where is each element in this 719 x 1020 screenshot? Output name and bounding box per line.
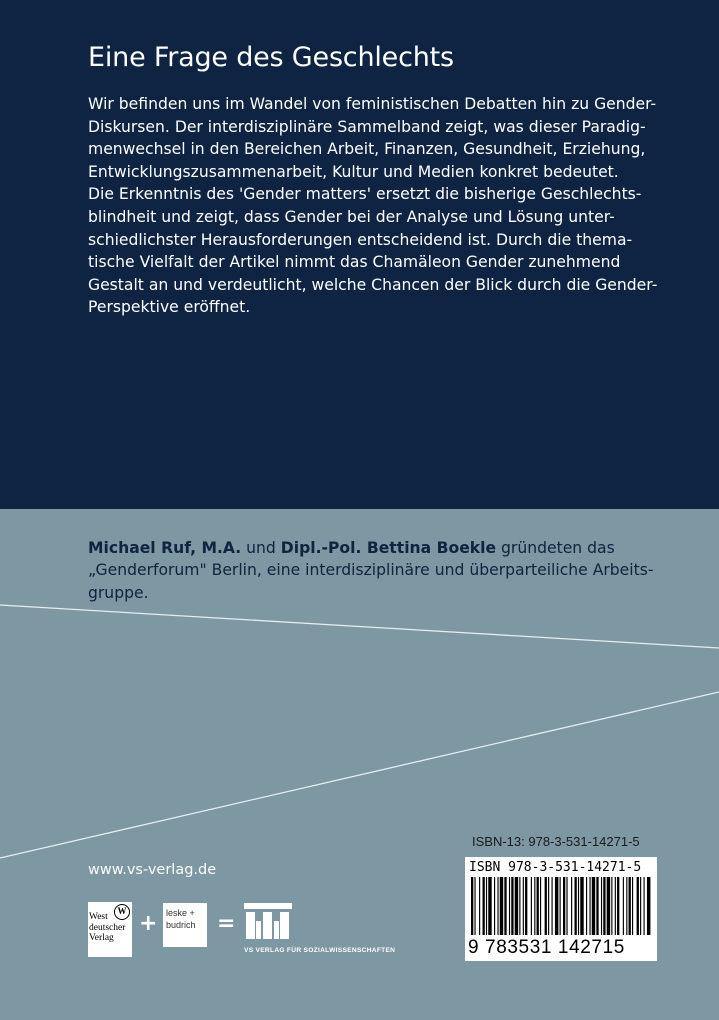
plus-sign: + (139, 911, 158, 936)
barcode-bar (523, 877, 524, 935)
barcode-bar (504, 877, 506, 935)
vs-verlag-logo-icon (244, 903, 292, 939)
west-circle-icon: W (114, 904, 130, 920)
description-line: Gestalt an und verdeutlicht, welche Chancen der Blick durch die Gender- (88, 275, 658, 294)
barcode-bar (596, 877, 598, 935)
barcode-bar (540, 877, 541, 935)
isbn-label: ISBN-13: 978-3-531-14271-5 (472, 834, 640, 849)
barcode (465, 857, 657, 961)
barcode-bar (525, 877, 527, 935)
leske-logo-line: leske + (166, 908, 195, 918)
description-line: Die Erkenntnis des 'Gender matters' ersetzt die bisherige Geschlechts- (88, 185, 642, 204)
barcode-bar (552, 877, 553, 935)
barcode-bar (531, 877, 532, 935)
barcode-bar (488, 877, 491, 935)
barcode-bar (575, 877, 577, 935)
west-logo-line: West (89, 912, 108, 922)
westdeutscher-logo-text (89, 912, 125, 944)
barcode-bar (500, 877, 503, 935)
barcode-bar (611, 877, 612, 935)
barcode-bar (623, 877, 624, 935)
barcode-bar (534, 877, 535, 935)
barcode-bar (519, 877, 520, 935)
barcode-bar (617, 877, 619, 935)
description-line: Perspektive eröffnet. (88, 298, 251, 317)
barcode-bar (601, 877, 602, 935)
barcode-bar (497, 877, 498, 935)
description-line: tische Vielfalt der Artikel nimmt das Chamäleon Gender zunehmend (88, 253, 621, 272)
barcode-bar (515, 877, 518, 935)
author-name-1: Michael Ruf, M.A. (88, 539, 242, 557)
book-description (88, 93, 688, 319)
description-line: schiedlichster Herausforderungen entscheidend ist. Durch die thema- (88, 230, 633, 249)
description-line: Diskursen. Der interdisziplinäre Sammelband zeigt, was dieser Paradig- (88, 117, 646, 136)
barcode-bar (548, 877, 549, 935)
barcode-digits: 9 783531 142715 (468, 937, 625, 958)
barcode-bar (555, 877, 558, 935)
barcode-bar (644, 877, 645, 935)
barcode-bar (511, 877, 513, 935)
barcode-bar (586, 877, 587, 935)
publisher-url[interactable]: www.vs-verlag.de (88, 862, 217, 878)
barcode-bar (647, 877, 650, 935)
barcode-bars (471, 877, 651, 937)
author-line: „Genderforum" Berlin, eine interdisziplinäre und überparteiliche Arbeits- (88, 561, 654, 580)
barcode-bar (640, 877, 641, 935)
barcode-isbn-text: ISBN 978-3-531-14271-5 (469, 860, 642, 875)
barcode-bar (479, 877, 480, 935)
barcode-bar (592, 877, 595, 935)
author-line-rest: gründeten das (496, 539, 615, 557)
barcode-bar (637, 877, 639, 935)
author-line: gruppe. (88, 583, 149, 602)
author-connector: und (241, 539, 281, 557)
west-logo-line: Verlag (89, 933, 114, 943)
description-line: blindheit und zeigt, dass Gender bei der Analyse und Lösung unter- (88, 207, 615, 226)
decorative-line-upper (0, 605, 719, 648)
description-line: Wir befinden uns im Wandel von feministischen Debatten hin zu Gender- (88, 95, 657, 113)
equals-sign: = (217, 911, 236, 936)
book-title: Eine Frage des Geschlechts (88, 42, 454, 73)
leske-budrich-logo (163, 903, 207, 947)
author-line (88, 537, 653, 559)
barcode-bar (603, 877, 605, 935)
barcode-bar (578, 877, 579, 935)
barcode-bar (560, 877, 561, 935)
westdeutscher-verlag-logo (88, 902, 132, 957)
barcode-bar (494, 877, 495, 935)
barcode-bar (571, 877, 572, 935)
barcode-bar (471, 877, 473, 935)
barcode-bar (626, 877, 627, 935)
west-logo-line: deutscher (89, 922, 126, 933)
barcode-bar (580, 877, 583, 935)
author-info (88, 537, 653, 604)
author-name-2: Dipl.-Pol. Bettina Boekle (280, 539, 497, 557)
barcode-bar (566, 877, 567, 935)
barcode-bar (607, 877, 610, 935)
description-line: Entwicklungszusammenarbeit, Kultur und Medien konkret bedeutet. (88, 162, 619, 181)
barcode-bar (474, 877, 475, 935)
leske-logo-text (166, 907, 196, 931)
barcode-bar (629, 877, 631, 935)
description-line: menwechsel in den Bereichen Arbeit, Finanzen, Gesundheit, Erziehung, (88, 140, 646, 159)
vs-verlag-caption: VS VERLAG FÜR SOZIALWISSENSCHAFTEN (244, 947, 396, 954)
barcode-bar (589, 877, 590, 935)
barcode-bar (545, 877, 547, 935)
barcode-bar (615, 877, 616, 935)
barcode-bar (509, 877, 510, 935)
barcode-bar (563, 877, 565, 935)
barcode-bar (486, 877, 487, 935)
barcode-bar (632, 877, 633, 935)
barcode-bar (537, 877, 539, 935)
barcode-bar (483, 877, 485, 935)
leske-logo-line: budrich (166, 920, 196, 930)
